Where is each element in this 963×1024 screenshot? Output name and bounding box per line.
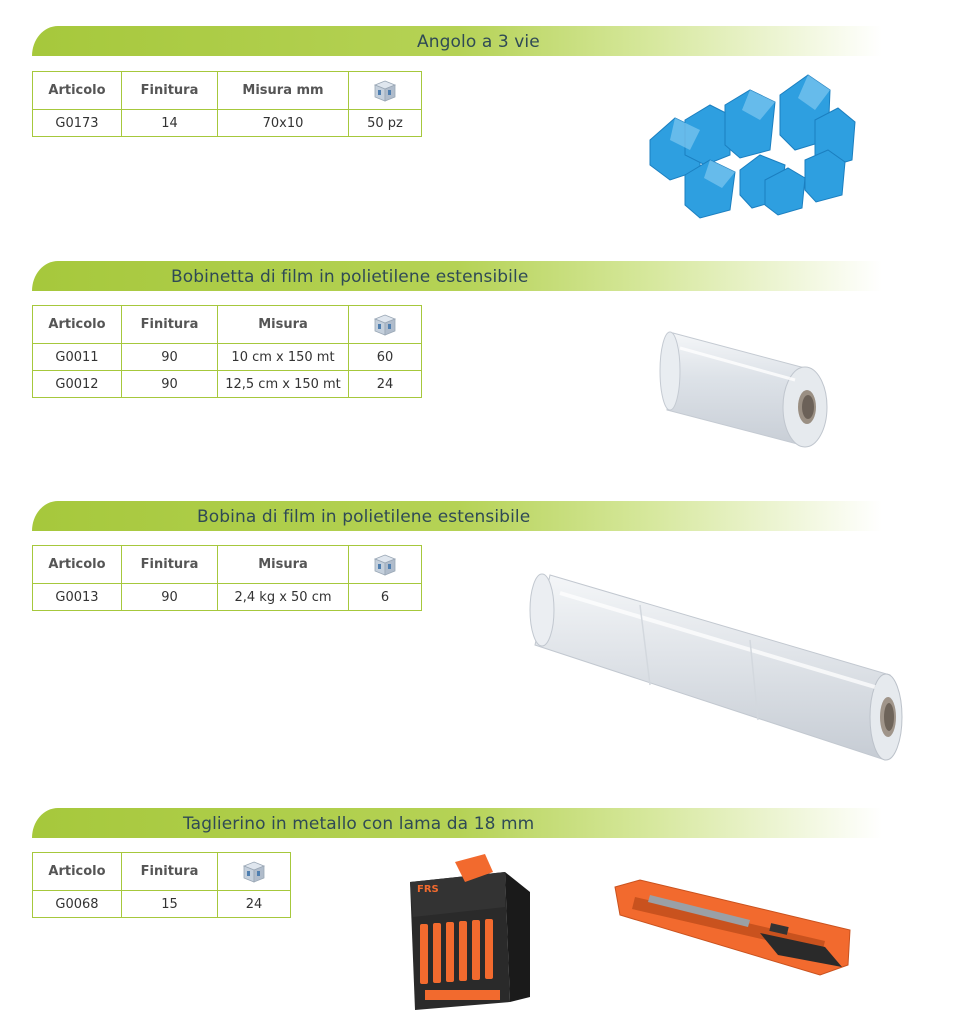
corner-protectors-image [630,60,870,240]
header-articolo: Articolo [33,546,122,584]
cell-pack: 60 [349,344,422,371]
header-articolo: Articolo [33,72,122,110]
spec-table [32,852,291,918]
spec-table [32,545,422,611]
header-articolo: Articolo [33,306,122,344]
header-finitura: Finitura [122,72,218,110]
cell-finitura: 14 [122,110,218,137]
large-film-roll-image [520,565,920,770]
header-articolo: Articolo [33,853,122,891]
cutter-display-box-image [405,852,535,1012]
cell-misura: 12,5 cm x 150 mt [218,371,349,398]
cell-pack: 6 [349,584,422,611]
table-row [33,584,422,611]
cell-misura: 70x10 [218,110,349,137]
cell-articolo: G0012 [33,371,122,398]
table-row [33,110,422,137]
cell-misura: 2,4 kg x 50 cm [218,584,349,611]
cell-articolo: G0011 [33,344,122,371]
cell-articolo: G0173 [33,110,122,137]
section-title-band [32,26,882,56]
header-misura: Misura [218,306,349,344]
section-title: Angolo a 3 vie [417,32,540,52]
section-title-band [32,261,882,291]
table-row [33,344,422,371]
cell-pack: 24 [349,371,422,398]
section-title: Bobina di film in polietilene estensibile [197,507,531,527]
display-brand: FRS [417,884,439,895]
box-package-icon [241,859,267,885]
header-pack [349,306,422,344]
box-package-icon [372,312,398,338]
header-misura: Misura [218,546,349,584]
cell-finitura: 90 [122,371,218,398]
header-pack [218,853,291,891]
cell-articolo: G0068 [33,891,122,918]
section-title-band [32,501,882,531]
small-film-roll-image [655,318,840,458]
cell-finitura: 90 [122,584,218,611]
cutter-knife-image [610,875,860,985]
section-title: Bobinetta di film in polietilene estensibile [171,267,529,287]
header-finitura: Finitura [122,306,218,344]
cell-pack: 50 pz [349,110,422,137]
cell-finitura: 90 [122,344,218,371]
header-misura: Misura mm [218,72,349,110]
header-finitura: Finitura [122,853,218,891]
header-pack [349,72,422,110]
section-title-band [32,808,882,838]
cell-articolo: G0013 [33,584,122,611]
box-package-icon [372,78,398,104]
cell-finitura: 15 [122,891,218,918]
header-finitura: Finitura [122,546,218,584]
box-package-icon [372,552,398,578]
spec-table [32,71,422,137]
table-row [33,891,291,918]
section-title: Taglierino in metallo con lama da 18 mm [183,814,535,834]
cell-misura: 10 cm x 150 mt [218,344,349,371]
spec-table [32,305,422,398]
cell-pack: 24 [218,891,291,918]
header-pack [349,546,422,584]
table-row [33,371,422,398]
